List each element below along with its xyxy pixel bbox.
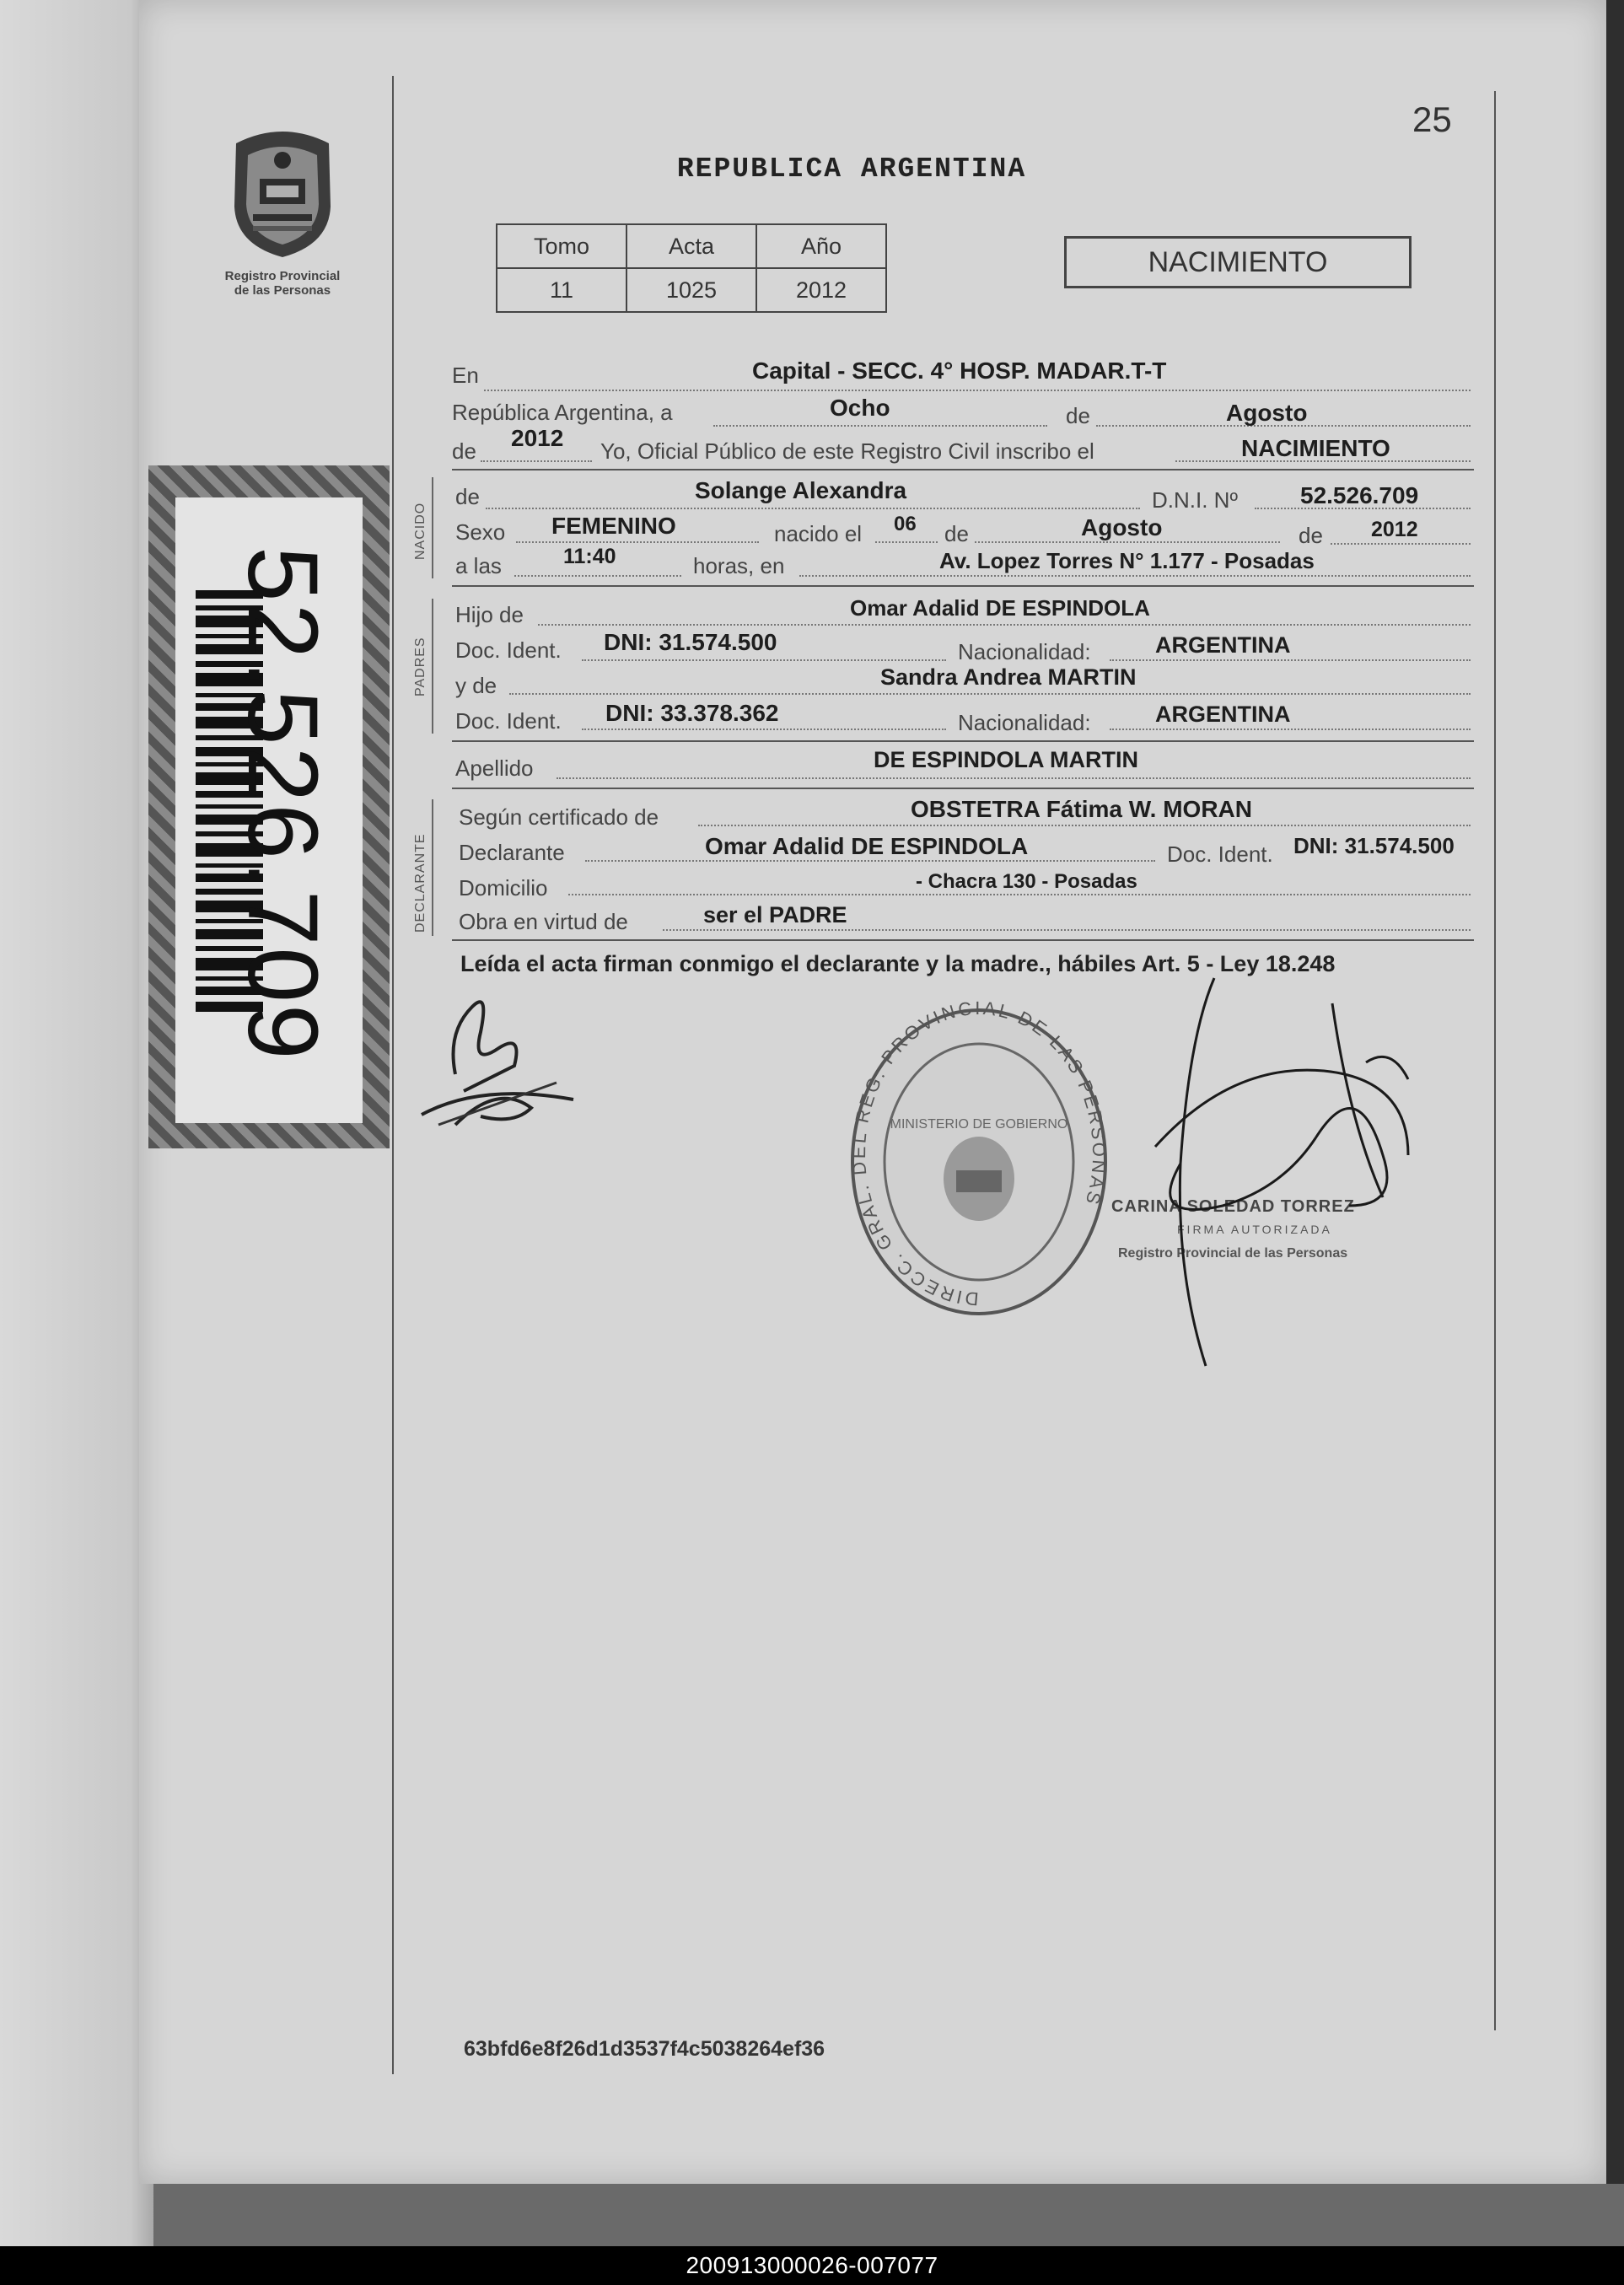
apellido-value: DE ESPINDOLA MARTIN xyxy=(874,747,1139,772)
padres-section-bar xyxy=(432,599,433,734)
seal-caption xyxy=(202,269,363,298)
record-header-tomo: Tomo xyxy=(497,224,626,268)
nacido-dni: 52.526.709 xyxy=(1300,482,1419,508)
declarante-signature-icon xyxy=(413,981,582,1133)
document-title: REPUBLICA ARGENTINA xyxy=(676,153,1027,185)
nacido-day: 06 xyxy=(894,513,917,535)
declarante-section-label: DECLARANTE xyxy=(413,833,428,933)
father-nat-label: Nacionalidad: xyxy=(958,639,1091,664)
dotted-line xyxy=(538,624,1471,626)
dotted-line xyxy=(713,425,1047,427)
hijo-de-label: Hijo de xyxy=(455,602,524,627)
nacido-sexo: FEMENINO xyxy=(551,513,676,539)
provincial-seal xyxy=(202,126,363,320)
mother-nationality: ARGENTINA xyxy=(1155,702,1291,727)
intro-act: NACIMIENTO xyxy=(1241,435,1390,461)
nacido-de-label: de xyxy=(455,484,480,509)
record-type-box: NACIMIENTO xyxy=(1064,236,1412,288)
record-value-acta: 1025 xyxy=(626,268,756,312)
left-margin-rule xyxy=(392,76,394,2074)
nacido-section-label: NACIDO xyxy=(413,502,428,560)
de-label: de xyxy=(1066,403,1090,428)
mother-doc-label: Doc. Ident. xyxy=(455,708,562,734)
dotted-line xyxy=(514,575,681,577)
record-table-header-row xyxy=(497,224,886,268)
right-margin-rule xyxy=(1494,91,1496,2030)
nacido-section-bar xyxy=(432,477,433,578)
record-header-ano: Año xyxy=(756,224,886,268)
cert-label: Según certificado de xyxy=(459,804,659,830)
intro-day-word: Ocho xyxy=(830,395,890,421)
section-divider xyxy=(452,469,1474,470)
record-table-value-row xyxy=(497,268,886,312)
nacido-year: 2012 xyxy=(1371,518,1418,541)
closing-statement: Leída el acta firman conmigo el declarante y la madre., hábiles Art. 5 - Ley 18.248 xyxy=(460,951,1336,976)
record-header-acta: Acta xyxy=(626,224,756,268)
dotted-line xyxy=(568,894,1471,895)
officer-signature-icon xyxy=(1130,953,1467,1374)
dotted-line xyxy=(1331,543,1471,545)
y-de-label: y de xyxy=(455,673,497,698)
dotted-line xyxy=(1110,659,1471,661)
stamp-inner-text: MINISTERIO DE GOBIERNO xyxy=(890,1117,1068,1132)
nacido-month: Agosto xyxy=(1081,514,1163,540)
dotted-line xyxy=(1110,729,1471,730)
horas-label: horas, en xyxy=(693,553,785,578)
yo-text: Yo, Oficial Público de este Registro Civil inscribo el xyxy=(600,438,1094,464)
intro-month: Agosto xyxy=(1226,400,1308,426)
father-doc: DNI: 31.574.500 xyxy=(604,629,777,655)
declarante-name: Omar Adalid DE ESPINDOLA xyxy=(705,833,1029,859)
nacido-time: 11:40 xyxy=(563,545,616,568)
mother-nat-label: Nacionalidad: xyxy=(958,710,1091,735)
dotted-line xyxy=(585,860,1155,862)
obra-value: ser el PADRE xyxy=(703,902,847,927)
dotted-line xyxy=(975,541,1280,543)
a-las-label: a las xyxy=(455,553,502,578)
officer-stamp-registry: Registro Provincial de las Personas xyxy=(1118,1246,1348,1261)
seal-caption-line2: de las Personas xyxy=(234,283,331,298)
domicilio-value: - Chacra 130 - Posadas xyxy=(916,870,1137,893)
section-divider xyxy=(452,788,1474,789)
officer-stamp-name: CARINA SOLEDAD TORREZ xyxy=(1111,1197,1355,1216)
section-divider xyxy=(452,939,1474,941)
obra-label: Obra en virtud de xyxy=(459,909,628,934)
record-value-ano: 2012 xyxy=(756,268,886,312)
dotted-line xyxy=(481,460,592,462)
dni-label: D.N.I. Nº xyxy=(1152,487,1238,513)
dotted-line xyxy=(875,541,938,543)
dotted-line xyxy=(698,825,1471,826)
left-page-edge xyxy=(0,0,153,2246)
mother-name: Sandra Andrea MARTIN xyxy=(880,664,1137,690)
nacido-el-label: nacido el xyxy=(774,521,863,546)
officer-stamp-role: FIRMA AUTORIZADA xyxy=(1177,1223,1332,1236)
en-label: En xyxy=(452,363,479,388)
nacido-de-label2: de xyxy=(944,521,969,546)
provincial-emblem-icon xyxy=(219,126,346,260)
mother-doc: DNI: 33.378.362 xyxy=(605,700,779,726)
dotted-line xyxy=(582,659,946,661)
section-divider xyxy=(452,740,1474,742)
father-nationality: ARGENTINA xyxy=(1155,632,1291,658)
apellido-label: Apellido xyxy=(455,755,534,781)
father-name: Omar Adalid DE ESPINDOLA xyxy=(850,595,1150,621)
page-number: 25 xyxy=(1412,99,1452,139)
dotted-line xyxy=(799,575,1471,577)
intro-place: Capital - SECC. 4° HOSP. MADAR.T-T xyxy=(752,358,1167,384)
barcode-number: 52.526.709 xyxy=(227,546,338,1062)
republica-label: República Argentina, a xyxy=(452,400,673,425)
declarante-doc: DNI: 31.574.500 xyxy=(1293,833,1455,858)
document-hash: 63bfd6e8f26d1d3537f4c5038264ef36 xyxy=(464,2037,825,2061)
dotted-line xyxy=(663,929,1471,931)
nacido-place: Av. Lopez Torres N° 1.177 - Posadas xyxy=(939,548,1315,573)
domicilio-label: Domicilio xyxy=(459,875,548,901)
dotted-line xyxy=(516,541,759,543)
nacido-de-label3: de xyxy=(1299,523,1323,548)
dotted-line xyxy=(484,390,1471,391)
official-stamp-icon xyxy=(847,997,1110,1322)
page-shadow xyxy=(153,2184,1624,2246)
record-reference-table xyxy=(496,223,887,313)
nacido-name: Solange Alexandra xyxy=(695,477,907,503)
dotted-line xyxy=(557,777,1471,779)
dotted-line xyxy=(509,693,1471,695)
section-divider xyxy=(452,585,1474,587)
sexo-label: Sexo xyxy=(455,519,506,545)
record-value-tomo: 11 xyxy=(497,268,626,312)
declarante-doc-label: Doc. Ident. xyxy=(1167,841,1273,867)
declarante-section-bar xyxy=(432,799,433,936)
dotted-line xyxy=(486,508,1140,509)
de-year-label: de xyxy=(452,438,476,464)
footer-id: 200913000026-007077 xyxy=(686,2252,938,2278)
stamp-ring-text: DIRECC. GRAL. DEL REG. PROVINCIAL DE LAS PERSONAS xyxy=(847,997,1110,1310)
declarante-label: Declarante xyxy=(459,840,565,865)
dotted-line xyxy=(582,729,946,730)
intro-year: 2012 xyxy=(511,425,564,451)
father-doc-label: Doc. Ident. xyxy=(455,637,562,663)
cert-value: OBSTETRA Fátima W. MORAN xyxy=(911,796,1252,822)
padres-section-label: PADRES xyxy=(413,637,428,696)
seal-caption-line1: Registro Provincial xyxy=(224,269,341,283)
